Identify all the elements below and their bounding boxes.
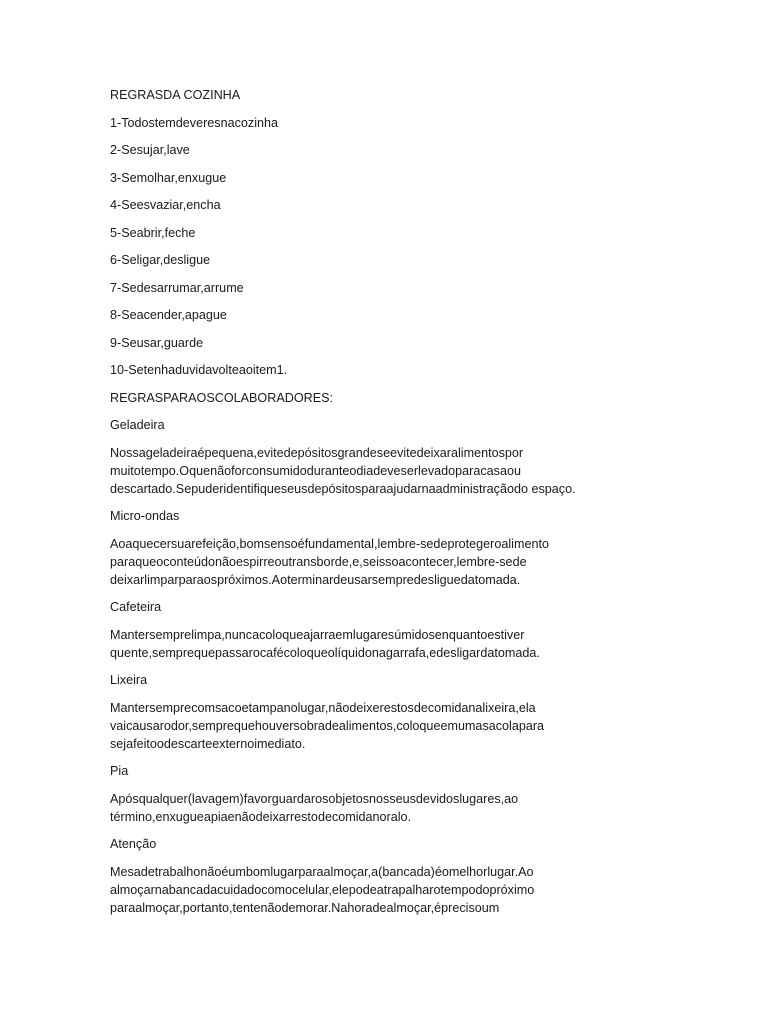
- section-body-cafeteira: [110, 626, 590, 662]
- rule-item: 3-Semolhar,enxugue: [110, 170, 227, 185]
- rule-item: 9-Seusar,guarde: [110, 335, 204, 350]
- section-heading-geladeira: Geladeira: [110, 418, 165, 432]
- collaborators-heading: REGRASPARAOSCOLABORADORES:: [110, 390, 334, 405]
- section-body-pia: [110, 790, 590, 826]
- paragraph-line: almoçarnabancadacuidadocomocelular,elepodeatrapalharotempodopróximo: [110, 882, 535, 897]
- rule-item: 5-Seabrir,feche: [110, 225, 196, 240]
- document-title: REGRASDA COZINHA: [110, 88, 241, 102]
- section-heading-pia: Pia: [110, 764, 129, 778]
- paragraph-line: deixarlimparparaospróximos.Aoterminardeusarsempredesliguedatomada.: [110, 572, 521, 587]
- section-body-atencao: [110, 863, 590, 917]
- rules-list: [110, 114, 590, 380]
- section-body-geladeira: [110, 444, 590, 498]
- paragraph-line: paraalmoçar,portanto,tentenãodemorar.Nahoradealmoçar,éprecisoum: [110, 900, 500, 915]
- paragraph-line: Mantersemprecomsacoetampanolugar,nãodeixerestosdecomidanalixeira,ela: [110, 700, 536, 715]
- document-page: [110, 86, 590, 926]
- section-heading-cafeteira: Cafeteira: [110, 600, 162, 614]
- rule-item: 7-Sedesarrumar,arrume: [110, 280, 244, 295]
- section-heading-micro-ondas: Micro-ondas: [110, 509, 180, 523]
- paragraph-line: descartado.Sepuderidentifiqueseusdepósitosparaajudarnaadministraçãodo espaço.: [110, 481, 576, 496]
- section-heading-atencao: Atenção: [110, 837, 157, 851]
- paragraph-line: Apósqualquer(lavagem)favorguardarosobjetosnosseusdevidoslugares,ao: [110, 791, 519, 806]
- paragraph-line: Nossageladeiraépequena,evitedepósitosgrandeseevitedeixaralimentospor: [110, 445, 524, 460]
- rule-item: 4-Seesvaziar,encha: [110, 198, 221, 212]
- section-body-micro-ondas: [110, 535, 590, 589]
- paragraph-line: Mantersemprelimpa,nuncacoloqueajarraemlugaresúmidosenquantoestiver: [110, 627, 525, 642]
- rule-item: 1-Todostemdeveresnacozinha: [110, 115, 279, 130]
- paragraph-line: vaicausarodor,semprequehouversobradealimentos,coloqueemumasacolapara: [110, 718, 545, 733]
- rule-item: 8-Seacender,apague: [110, 308, 227, 322]
- rule-item: 6-Seligar,desligue: [110, 253, 211, 267]
- paragraph-line: Aoaquecersuarefeição,bomsensoéfundamental,lembre-sedeprotegeroalimento: [110, 536, 549, 551]
- paragraph-line: quente,semprequepassarocafécoloqueolíquidonagarrafa,edesligardatomada.: [110, 645, 540, 660]
- section-heading-lixeira: Lixeira: [110, 673, 148, 687]
- paragraph-line: Mesadetrabalhonãoéumbomlugarparaalmoçar,a(bancada)éomelhorlugar.Ao: [110, 864, 534, 879]
- paragraph-line: paraqueoconteúdonãoespirreoutransborde,e,seissoacontecer,lembre-sede: [110, 554, 527, 569]
- section-body-lixeira: [110, 699, 590, 753]
- paragraph-line: muitotempo.Oquenãoforconsumidoduranteodiadeveserlevadoparacasaou: [110, 463, 521, 478]
- paragraph-line: término,enxugueapiaenãodeixarrestodecomidanoralo.: [110, 809, 412, 824]
- paragraph-line: sejafeitoodescarteexternoimediato.: [110, 736, 306, 751]
- rule-item: 10-Setenhaduvidavolteaoitem1.: [110, 363, 288, 377]
- rule-item: 2-Sesujar,lave: [110, 143, 190, 157]
